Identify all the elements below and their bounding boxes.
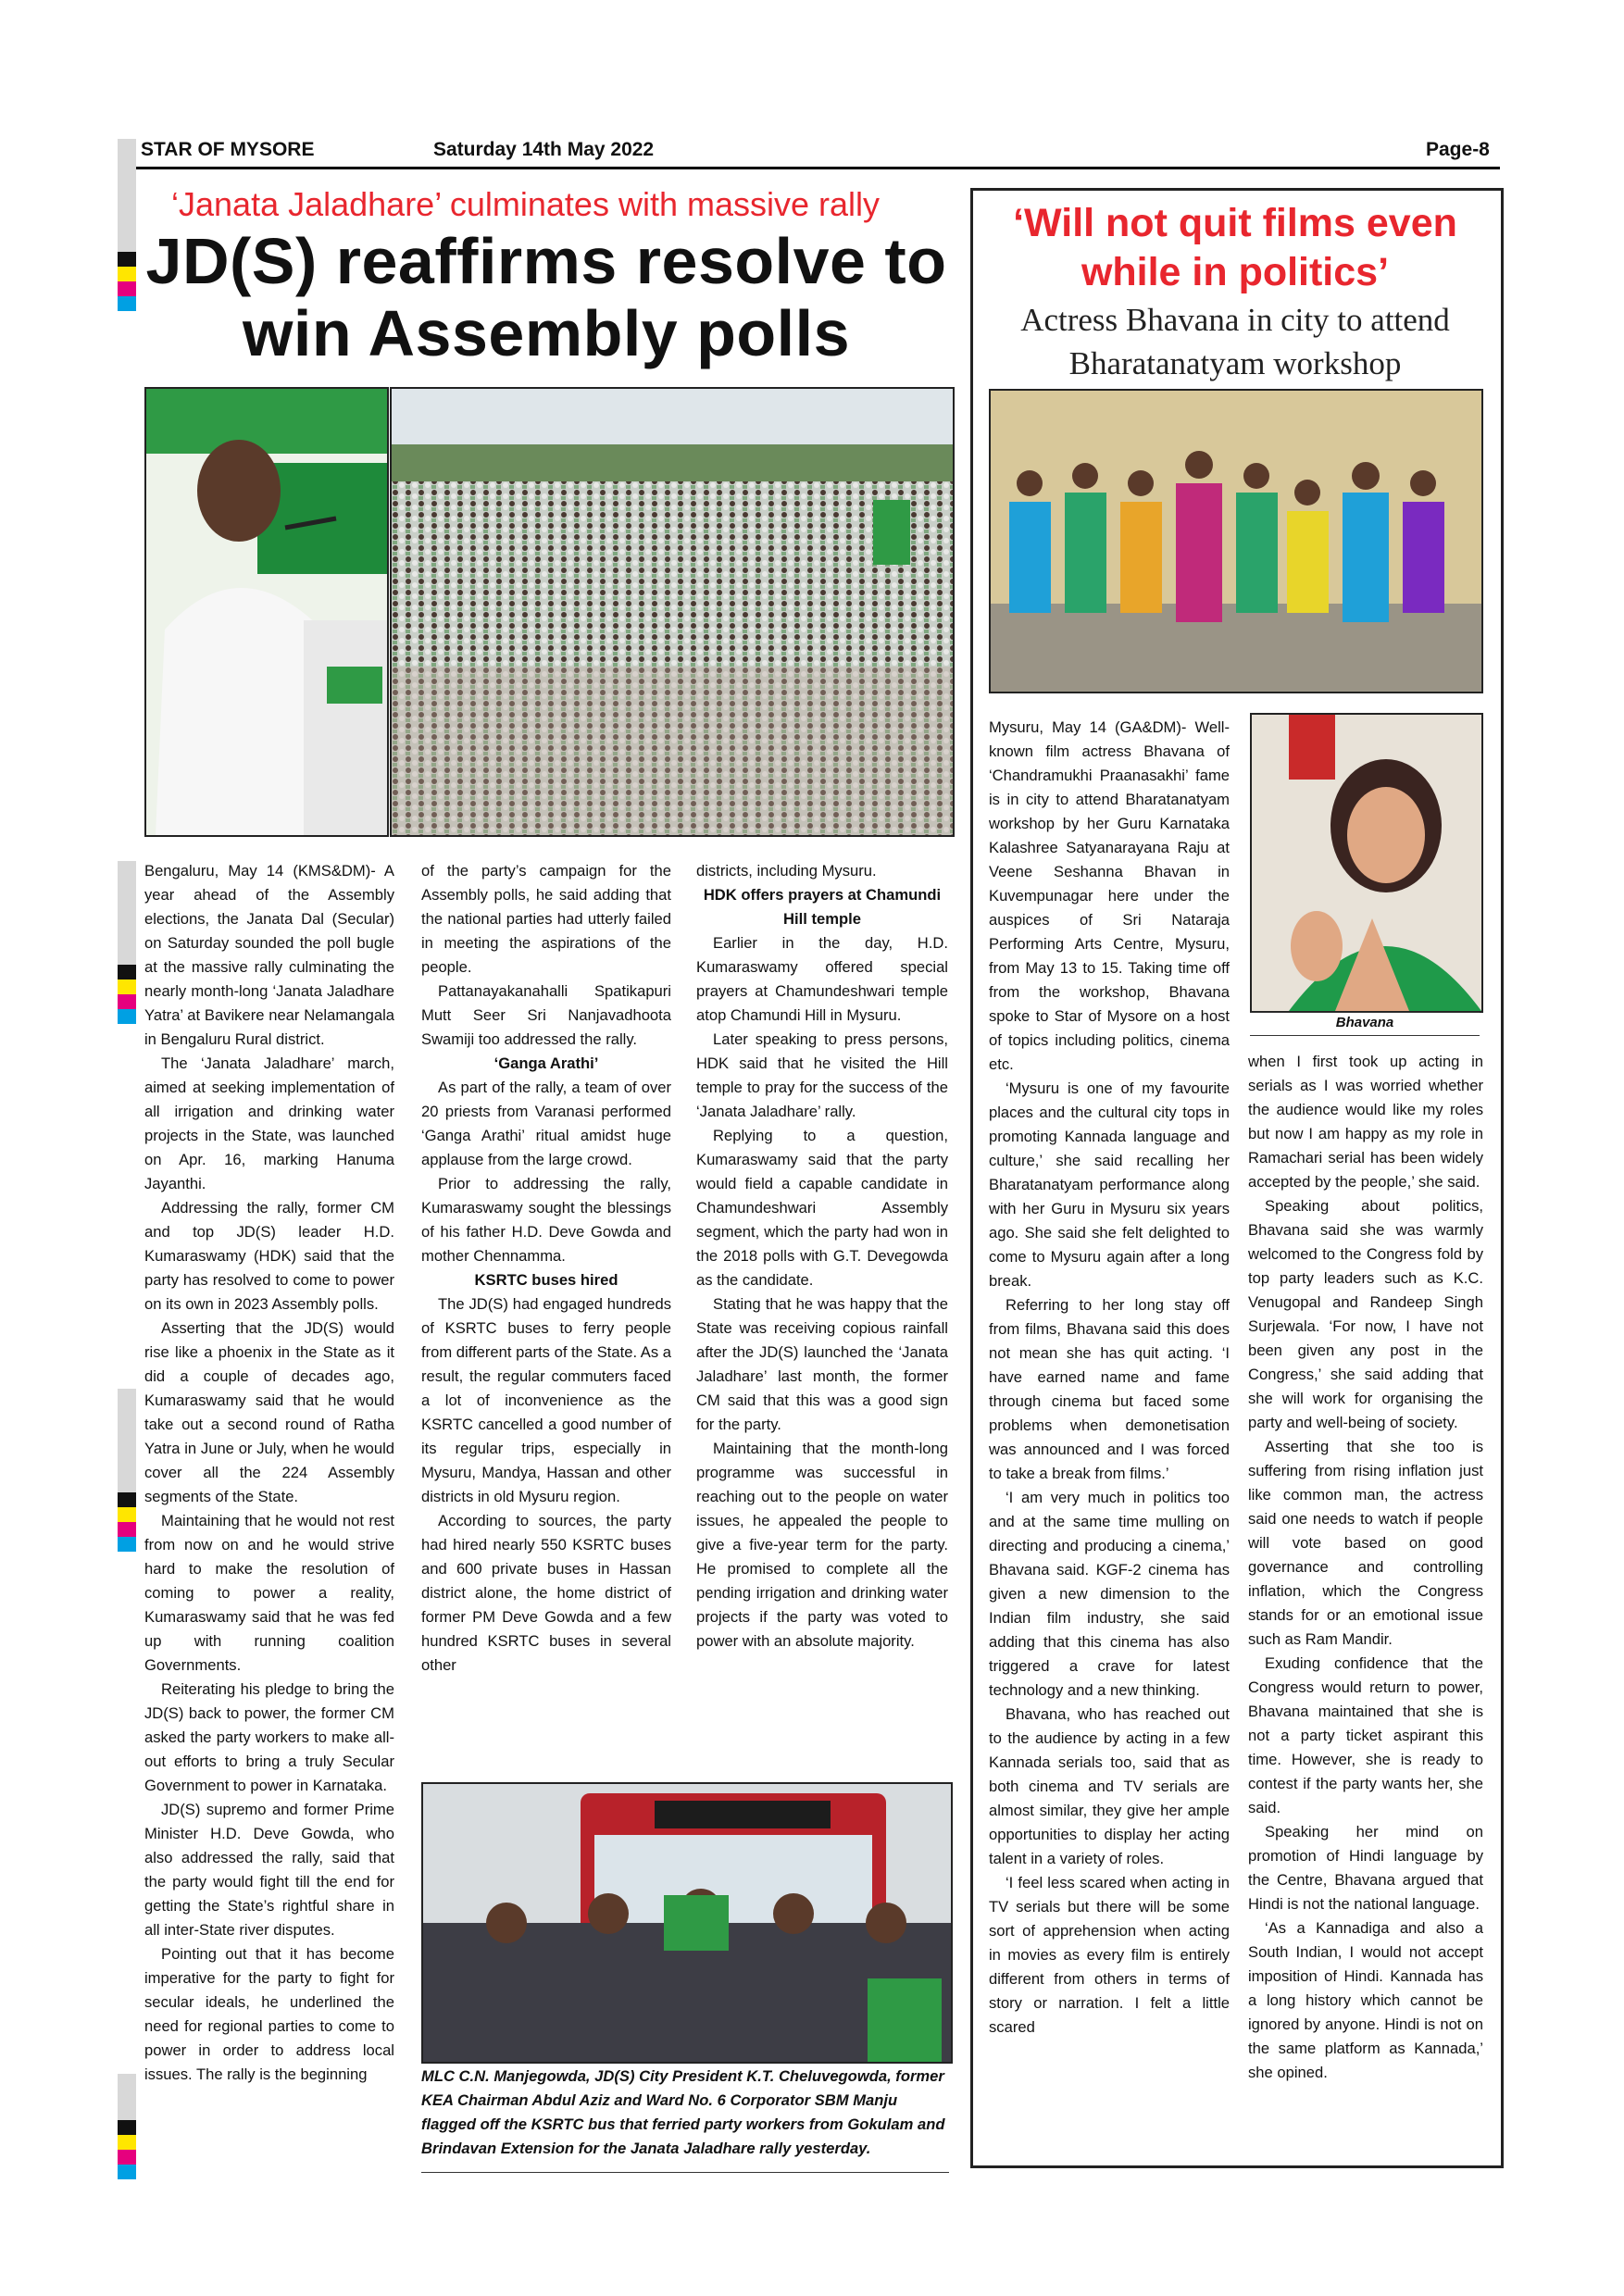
paragraph: The ‘Janata Jaladhare’ march, aimed at seeking implementation of all irrigation and drinking water projects in the State, was launched on Apr. 16, marking Hanuma Jayanthi.: [144, 1054, 394, 1192]
bhavana-portrait-image: [1252, 715, 1481, 1011]
portrait-caption: Bhavana: [1335, 1015, 1394, 1030]
paragraph: Maintaining that the month-long programme was successful in reaching out to the people on water issues, he appealed the people to give a five-year term for the party. He promised to complete all the pending irrigation and drinking water projects if the party was voted to power with an absolute majority.: [696, 1440, 948, 1650]
paragraph: ‘I am very much in politics too and at the same time mulling on directing and producing a cinema,’ Bhavana said. KGF-2 cinema has given a new dimension to the Indian film industry, she said adding that this cinema has also triggered a crave for latest technology and a new thinking.: [989, 1489, 1230, 1699]
story-column-1: [144, 859, 394, 2087]
paragraph: Speaking about politics, Bhavana said she was warmly welcomed to the Congress fold by top party leaders such as K.C. Venugopal and Randeep Singh Surjewala. ‘For now, I have not been given any post in the Congress,’ she said adding that she will work for organising the party and well-being of society.: [1248, 1197, 1483, 1431]
speaker-photo-image: [146, 389, 387, 835]
bus-photo-caption: MLC C.N. Manjegowda, JD(S) City President K.T. Cheluvegowda, former KEA Chairman Abdul Aziz and Ward No. 6 Corporator SBM Manju flagged off the KSRTC bus that ferried party workers from Gokulam and Brindavan Extension for the Janata Jaladhare rally yesterday.: [421, 2067, 945, 2157]
paragraph: The JD(S) had engaged hundreds of KSRTC buses to ferry people from different parts of the State. As a result, the regular commuters faced a lot of inconvenience as the KSRTC cancelled a good number of its regular trips, especially in Mysuru, Mandya, Hassan and other districts in old Mysuru region.: [421, 1295, 671, 1505]
subheading-ganga-arathi: ‘Ganga Arathi’: [493, 1054, 599, 1072]
story-column-3: [696, 859, 948, 1653]
paragraph: Asserting that the JD(S) would rise like a phoenix in the State as it did a couple of decades ago, Kumaraswamy said that he would take out a second round of Ratha Yatra in June or July, when he would cover all the 224 Assembly segments of the State.: [144, 1319, 394, 1505]
paragraph: of the party’s campaign for the Assembly polls, he said adding that the national parties had utterly failed in meeting the aspirations of the people.: [421, 862, 671, 976]
sidebar-column-1: [989, 716, 1230, 2040]
portrait-rule: [1250, 1012, 1480, 1013]
registration-bar-4: [118, 2074, 136, 2179]
masthead-paper-name: STAR OF MYSORE: [141, 139, 315, 160]
paragraph: Maintaining that he would not rest from now on and he would strive hard to make the resolution of coming to power a reality, Kumaraswamy said that he was fed up with running coalition Governments.: [144, 1512, 394, 1674]
paragraph: ‘I feel less scared when acting in TV serials but there will be some sort of apprehension when acting in movies as every film is entirely different from others in terms of story or narration. I felt a little scared: [989, 1874, 1230, 2036]
crowd-photo-image: [392, 389, 953, 835]
crowd-photo: [390, 387, 955, 837]
paragraph: Later speaking to press persons, HDK said that he visited the Hill temple to pray for the success of the ‘Janata Jaladhare’ rally.: [696, 1030, 948, 1120]
paragraph: Asserting that she too is suffering from rising inflation just like common man, the actress said one needs to watch if people will vote based on good governance and controlling inflation, which the Congress stands for or an emotional issue such as Ram Mandir.: [1248, 1438, 1483, 1648]
paragraph: Pattanayakanahalli Spatikapuri Mutt Seer Sri Nanjavadhoota Swamiji too addressed the rally.: [421, 982, 671, 1048]
paragraph: Prior to addressing the rally, Kumaraswamy sought the blessings of his father H.D. Deve Gowda and mother Chennamma.: [421, 1175, 671, 1265]
masthead-page-number: Page-8: [1426, 139, 1490, 160]
sidebar-column-2: [1248, 1050, 1483, 2085]
speaker-photo: [144, 387, 389, 837]
paragraph: Earlier in the day, H.D. Kumaraswamy offered special prayers at Chamundeshwari temple atop Chamundi Hill in Mysuru.: [696, 934, 948, 1024]
paragraph: Speaking her mind on promotion of Hindi language by the Centre, Bhavana argued that Hindi is not the national language.: [1248, 1823, 1483, 1913]
sidebar-headline: ‘Will not quit films even while in politics’: [1013, 201, 1457, 294]
bus-photo-image: [423, 1784, 951, 2062]
registration-bar-top: [118, 139, 136, 311]
story-kicker: ‘Janata Jaladhare’ culminates with massive rally: [171, 185, 880, 223]
paragraph: Mysuru, May 14 (GA&DM)- Well-known film actress Bhavana of ‘Chandramukhi Praanasakhi’ fame is in city to attend Bharatanatyam workshop by her Guru Karnataka Kalashree Satyanarayana Raju at Veene Seshanna Bhavan in Kuvempunagar here under the auspices of Sri Nataraja Performing Arts Centre, Mysuru, from May 13 to 15. Taking time off from the workshop, Bhavana spoke to Star of Mysore on a host of topics including politics, cinema etc.: [989, 718, 1230, 1073]
paragraph: As part of the rally, a team of over 20 priests from Varanasi performed ‘Ganga Arathi’ ritual amidst huge applause from the large crowd.: [421, 1079, 671, 1168]
paragraph: ‘Mysuru is one of my favourite places and the cultural city tops in promoting Kannada language and culture,’ she said recalling her Bharatanatyam performance along with her Guru in Mysuru six years ago. She said she felt delighted to come to Mysuru again after a long break.: [989, 1079, 1230, 1290]
paragraph: Bengaluru, May 14 (KMS&DM)- A year ahead of the Assembly elections, the Janata Dal (Secular) on Saturday sounded the poll bugle at the massive rally culminating the nearly month-long ‘Janata Jaladhare Yatra’ at Bavikere near Nelamangala in Bengaluru Rural district.: [144, 862, 394, 1048]
paragraph: districts, including Mysuru.: [696, 862, 877, 880]
masthead-rule: [120, 167, 1500, 169]
paragraph: when I first took up acting in serials as I was worried whether the audience would like my roles but now I am happy as my role in Ramachari serial has been widely accepted by the people,’ she said.: [1248, 1053, 1483, 1191]
bus-photo: [421, 1782, 953, 2064]
caption-rule: [421, 2172, 949, 2173]
sidebar-deck: Actress Bhavana in city to attend Bharatanatyam workshop: [1020, 302, 1450, 381]
dance-photo: [989, 389, 1483, 693]
paragraph: Referring to her long stay off from films, Bhavana said this does not mean she has quit acting. ‘I have earned name and fame through cinema but faced some problems when demonetisation was announced and I was forced to take a break from films.’: [989, 1296, 1230, 1482]
subheading-ksrtc-buses: KSRTC buses hired: [474, 1271, 618, 1289]
story-column-2: [421, 859, 671, 1678]
paragraph: Exuding confidence that the Congress would return to power, Bhavana maintained that she is not a party ticket aspirant this time. However, she is ready to contest if the party wants her, she said.: [1248, 1654, 1483, 1816]
paragraph: Replying to a question, Kumaraswamy said that the party would field a capable candidate in Chamundeshwari Assembly segment, which the party had won in the 2018 polls with G.T. Devegowda as the candidate.: [696, 1127, 948, 1289]
portrait-caption-rule: [1250, 1035, 1480, 1036]
registration-bar-3: [118, 1389, 136, 1552]
paragraph: Bhavana, who has reached out to the audience by acting in a few Kannada serials too, said that as both cinema and TV serials are almost similar, they give her ample opportunities to display her acting talent in a variety of roles.: [989, 1705, 1230, 1867]
registration-bar-2: [118, 861, 136, 1024]
story-headline: JD(S) reaffirms resolve to win Assembly polls: [145, 225, 947, 369]
paragraph: Pointing out that it has become imperative for the party to fight for secular ideals, he underlined the need for regional parties to come to power in order to address local issues. The rally is the beginning: [144, 1945, 394, 2083]
dance-photo-image: [991, 391, 1481, 692]
paragraph: Reiterating his pledge to bring the JD(S) back to power, the former CM asked the party workers to make all-out efforts to bring a truly Secular Government to power in Karnataka.: [144, 1680, 394, 1794]
paragraph: Stating that he was happy that the State was receiving copious rainfall after the JD(S) launched the ‘Janata Jaladhare’ last month, the former CM said that this was a good sign for the party.: [696, 1295, 948, 1433]
masthead-date: Saturday 14th May 2022: [433, 139, 655, 160]
paragraph: According to sources, the party had hired nearly 550 KSRTC buses and 600 private buses in Hassan district alone, the home district of former PM Deve Gowda and a few hundred KSRTC buses in several other: [421, 1512, 671, 1674]
subheading-hdk-prayers: HDK offers prayers at Chamundi Hill temple: [703, 886, 942, 928]
paragraph: ‘As a Kannadiga and also a South Indian, I would not accept imposition of Hindi. Kannada has a long history which cannot be ignored by anyone. Hindi is not on the same platform as Kannada,’ she opined.: [1248, 1919, 1483, 2081]
paragraph: JD(S) supremo and former Prime Minister H.D. Deve Gowda, who also addressed the rally, said that the party would fight till the end for getting the State’s rightful share in all inter-State river disputes.: [144, 1801, 394, 1939]
bhavana-portrait-photo: [1250, 713, 1483, 1013]
paragraph: Addressing the rally, former CM and top JD(S) leader H.D. Kumaraswamy (HDK) said that the party has resolved to come to power on its own in 2023 Assembly polls.: [144, 1199, 394, 1313]
